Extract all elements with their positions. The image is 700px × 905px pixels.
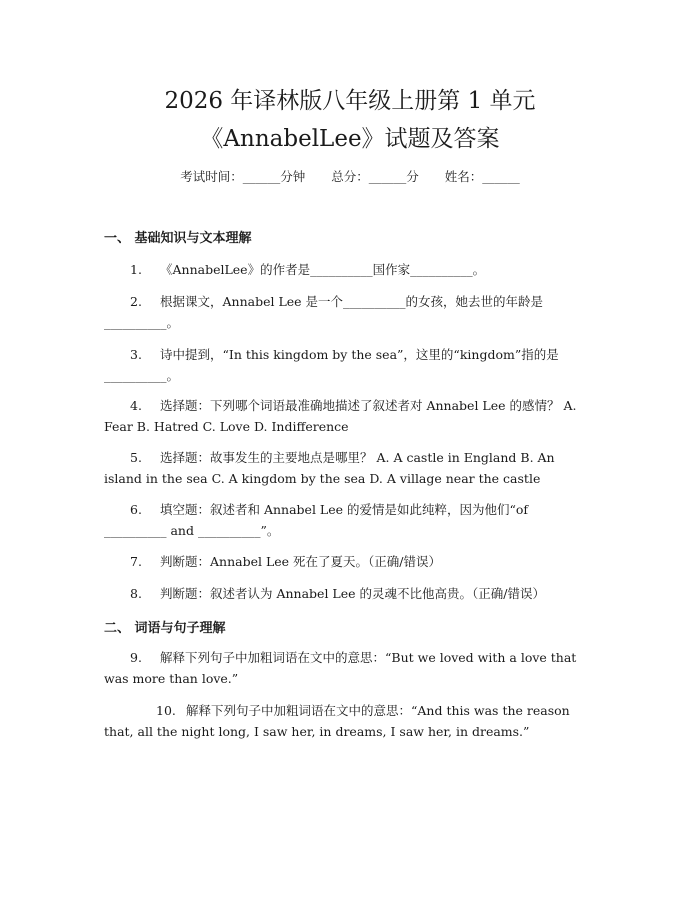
exam-score: 总分：______分 (331, 169, 419, 184)
question-10 (104, 701, 590, 742)
exam-meta (0, 168, 700, 186)
question-7 (104, 552, 590, 573)
section-heading-1: 一、 基础知识与文本理解 (104, 231, 252, 246)
question-text: 诗中提到，“In this kingdom by the sea”，这里的“kingdom”指的是__________。 (104, 347, 559, 383)
question-2 (104, 292, 590, 333)
question-number: 7. (130, 554, 142, 569)
question-number: 4. (130, 398, 142, 413)
question-text: 《AnnabelLee》的作者是__________国作家__________。 (160, 262, 486, 277)
question-text: 判断题：叙述者认为 Annabel Lee 的灵魂不比他高贵。（正确/错误） (160, 586, 545, 601)
question-number: 9. (130, 650, 142, 665)
page-title-line1: 2026 年译林版八年级上册第 1 单元 (164, 88, 536, 114)
question-text: 解释下列句子中加粗词语在文中的意思：“And this was the reason that, all the night long, I saw her, in dreams, I saw her, in dreams.” (104, 703, 570, 739)
question-6 (104, 500, 590, 541)
question-number: 2. (130, 294, 142, 309)
page-title-line2: 《AnnabelLee》试题及答案 (200, 126, 500, 152)
question-number: 10. (156, 703, 176, 718)
question-text: 根据课文，Annabel Lee 是一个__________的女孩，她去世的年龄是__________。 (104, 294, 544, 330)
exam-time: 考试时间：______分钟 (180, 169, 306, 184)
question-9 (104, 648, 590, 689)
question-5 (104, 448, 590, 489)
question-number: 3. (130, 347, 142, 362)
question-text: 选择题：下列哪个词语最准确地描述了叙述者对 Annabel Lee 的感情？ A. Fear B. Hatred C. Love D. Indifference (104, 398, 577, 434)
question-1 (104, 260, 590, 281)
question-number: 8. (130, 586, 142, 601)
question-number: 1. (130, 262, 142, 277)
section-heading-2: 二、 词语与句子理解 (104, 621, 226, 636)
question-text: 填空题：叙述者和 Annabel Lee 的爱情是如此纯粹，因为他们“of __________ and __________”。 (104, 502, 529, 538)
question-text: 解释下列句子中加粗词语在文中的意思：“But we loved with a love that was more than love.” (104, 650, 577, 686)
question-text: 选择题：故事发生的主要地点是哪里？ A. A castle in England B. An island in the sea C. A kingdom by the sea D. A village near the castle (104, 450, 555, 486)
question-8 (104, 584, 590, 605)
question-number: 6. (130, 502, 142, 517)
question-3 (104, 345, 590, 386)
student-name: 姓名：______ (444, 169, 520, 184)
question-number: 5. (130, 450, 142, 465)
question-text: 判断题：Annabel Lee 死在了夏天。（正确/错误） (160, 554, 441, 569)
question-4 (104, 396, 590, 437)
